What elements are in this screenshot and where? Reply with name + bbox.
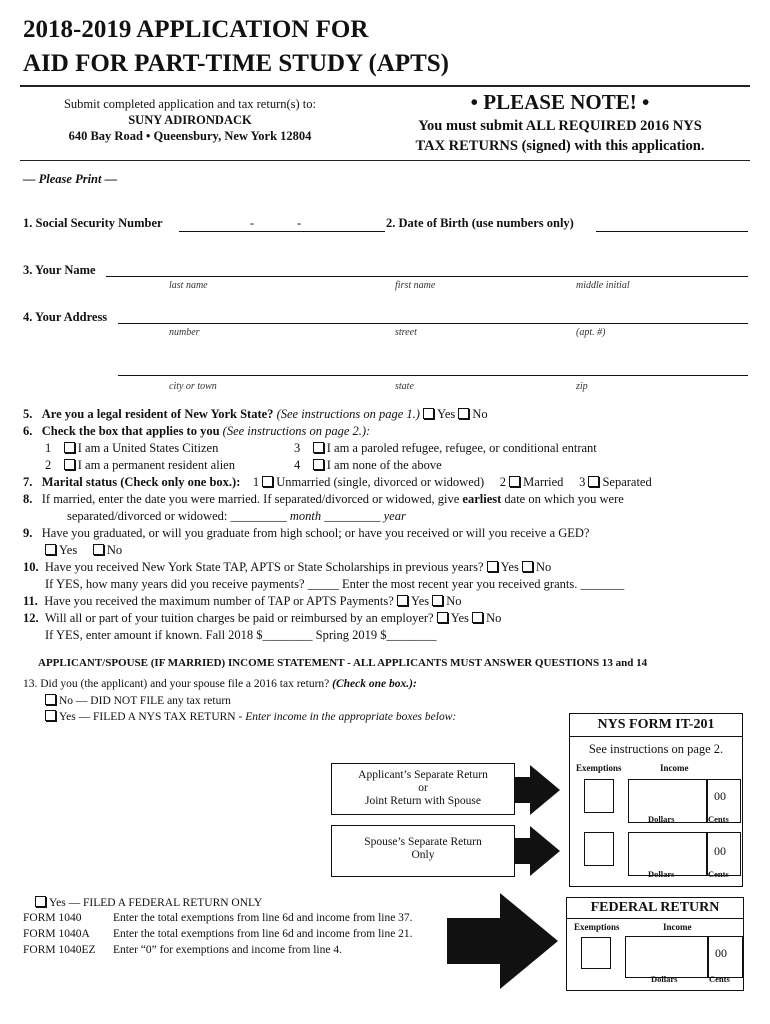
applicant-return-box — [331, 763, 515, 815]
q8-bold: earliest — [462, 492, 502, 506]
q6-n2: 2 — [45, 458, 52, 472]
q8-date-row[interactable] — [67, 509, 406, 524]
federal-yes-checkbox[interactable] — [35, 896, 46, 907]
nys-income-label: Income — [660, 763, 689, 773]
q7-unmarried-checkbox[interactable] — [262, 476, 273, 487]
nys-zeros-2: 00 — [714, 844, 726, 858]
box2-l2: Only — [411, 849, 435, 861]
address-sub-zip: zip — [576, 381, 588, 392]
q7-separated-checkbox[interactable] — [588, 476, 599, 487]
nys-dollars-1: Dollars — [648, 814, 675, 824]
q6-refugee-checkbox[interactable] — [313, 442, 324, 453]
address-label: 4. Your Address — [23, 310, 108, 324]
q9-row — [23, 526, 589, 541]
nys-form-panel — [569, 713, 743, 887]
q8-text: If married, enter the date you were married. If separated/divorced or widowed, give — [41, 492, 463, 506]
box1-l3: Joint Return with Spouse — [365, 795, 481, 807]
federal-f3: FORM 1040EZ — [23, 944, 96, 956]
nys-cents-2: Cents — [708, 869, 729, 879]
address-sub-city: city or town — [169, 381, 217, 392]
q7-unmarried-label: Unmarried (single, divorced or widowed) — [276, 475, 485, 489]
q10-num: 10. — [23, 560, 39, 574]
ssn-dash-2: - — [297, 216, 302, 230]
note-line1: You must submit ALL REQUIRED 2016 NYS — [418, 118, 702, 134]
nys-instr: See instructions on page 2. — [588, 742, 724, 756]
address-sub-street: street — [395, 327, 417, 338]
federal-f3-row — [23, 944, 342, 956]
q7-num: 7. — [23, 475, 33, 489]
federal-f3t: Enter “0” for exemptions and income from line 4. — [113, 944, 342, 956]
q6-n3: 3 — [294, 441, 301, 455]
q10-followup[interactable]: If YES, how many years did you receive payments? _____ Enter the most recent year you received grants. _______ — [45, 577, 625, 591]
q5-row — [23, 407, 488, 422]
address-sub-state: state — [395, 381, 414, 392]
submit-line1: Submit completed application and tax return(s) to: — [63, 97, 317, 111]
q6-option-4 — [294, 458, 442, 473]
q13-row — [23, 678, 417, 690]
federal-f1t: Enter the total exemptions from line 6d and income from line 37. — [113, 912, 413, 924]
nys-dollars-2: Dollars — [648, 869, 675, 879]
q12-no-checkbox[interactable] — [472, 612, 483, 623]
address-field-2[interactable] — [118, 375, 748, 376]
q9-no-checkbox[interactable] — [93, 544, 104, 555]
q11-no-label: No — [446, 594, 462, 608]
q6-ref: (See instructions on page 2.): — [222, 424, 371, 438]
q12-text: Will all or part of your tuition charges be paid or reimbursed by an employer? — [44, 611, 434, 625]
note-line2: TAX RETURNS (signed) with this application. — [415, 138, 705, 154]
q11-num: 11. — [23, 594, 38, 608]
address-field-1[interactable] — [118, 323, 748, 324]
q10-text: Have you received New York State TAP, APTS or State Scholarships in previous years? — [44, 560, 484, 574]
q12-row — [23, 611, 501, 626]
q7-separated-label: Separated — [602, 475, 652, 489]
submit-line3: 640 Bay Road • Queensbury, New York 12804 — [68, 129, 312, 143]
q11-text: Have you received the maximum number of TAP or APTS Payments? — [44, 594, 394, 608]
q7-married-label: Married — [523, 475, 564, 489]
federal-title: FEDERAL RETURN — [567, 898, 743, 919]
q9-text: Have you graduated, or will you graduate from high school; or have you received or will you receive a GED? — [41, 526, 590, 540]
nys-form-title: NYS FORM IT-201 — [570, 714, 742, 737]
box1-l2: or — [418, 782, 428, 794]
q10-row — [23, 560, 551, 575]
q10-yes-checkbox[interactable] — [487, 561, 498, 572]
form-title-line2: AID FOR PART-TIME STUDY (APTS) — [23, 50, 450, 77]
q6-none-label: I am none of the above — [326, 458, 442, 472]
federal-f1: FORM 1040 — [23, 912, 82, 924]
q8-month: month — [289, 509, 322, 523]
federal-exemptions-label: Exemptions — [574, 922, 620, 932]
q6-text: Check the box that applies to you — [41, 424, 220, 438]
q6-n1: 1 — [45, 441, 52, 455]
q8-row — [23, 492, 624, 507]
federal-f2: FORM 1040A — [23, 928, 90, 940]
q10-yes-label: Yes — [500, 560, 519, 574]
q9-no-label: No — [106, 543, 123, 557]
q9-yes-label: Yes — [59, 543, 78, 557]
q11-yes-checkbox[interactable] — [397, 595, 408, 606]
q13-yes-label: Yes — FILED A NYS TAX RETURN - — [59, 711, 246, 723]
q7-text: Marital status (Check only one box.): — [41, 475, 241, 489]
q6-option-1 — [45, 441, 218, 456]
address-sub-number: number — [169, 327, 200, 338]
box1-l1: Applicant’s Separate Return — [358, 769, 488, 781]
federal-income-field[interactable] — [625, 936, 709, 978]
federal-exemptions-field[interactable] — [581, 937, 611, 969]
q8-num: 8. — [23, 492, 33, 506]
note-title: • PLEASE NOTE! • — [470, 90, 650, 114]
q5-no-label: No — [472, 407, 488, 421]
q13-yes-option — [45, 710, 456, 723]
q6-citizen-label: I am a United States Citizen — [77, 441, 219, 455]
q7-n2: 2 — [499, 475, 507, 489]
header-rule — [20, 85, 750, 87]
nys-exemptions-label: Exemptions — [576, 763, 622, 773]
submit-line2: SUNY ADIRONDACK — [128, 113, 252, 127]
q5-no-checkbox[interactable] — [458, 408, 469, 419]
q8-year: year — [383, 509, 406, 523]
q12-yes-label: Yes — [450, 611, 469, 625]
q12-num: 12. — [23, 611, 39, 625]
q11-row — [23, 594, 462, 609]
ssn-label: 1. Social Security Number — [23, 216, 163, 230]
arrow-2-icon — [530, 826, 560, 876]
federal-cents: Cents — [709, 974, 730, 984]
nys-zeros-1: 00 — [714, 789, 726, 803]
federal-zeros: 00 — [715, 946, 727, 960]
q7-n1: 1 — [252, 475, 260, 489]
q7-n3: 3 — [579, 475, 586, 489]
please-print: — Please Print — — [23, 172, 118, 186]
arrow-1-icon — [530, 765, 560, 815]
federal-f2t: Enter the total exemptions from line 6d and income from line 21. — [113, 928, 413, 940]
ssn-field[interactable] — [179, 231, 385, 232]
federal-dollars: Dollars — [651, 974, 678, 984]
federal-yes-label: Yes — FILED A FEDERAL RETURN ONLY — [49, 897, 263, 909]
q9-options — [45, 543, 122, 558]
q6-n4: 4 — [294, 458, 301, 472]
q7-married-checkbox[interactable] — [509, 476, 520, 487]
ssn-dash-1: - — [250, 216, 255, 230]
federal-f2-row — [23, 928, 413, 940]
box2-l1: Spouse’s Separate Return — [364, 836, 482, 848]
q8-blank: _________ — [321, 509, 384, 523]
q10-no-label: No — [535, 560, 552, 574]
q5-ref: (See instructions on page 1.) — [276, 407, 420, 421]
federal-yes-option — [35, 896, 262, 909]
name-sub-first: first name — [395, 280, 436, 291]
submit-block — [40, 96, 340, 144]
q6-resident-label: I am a permanent resident alien — [77, 458, 235, 472]
nys-exemptions-field-2[interactable] — [584, 832, 614, 866]
q13-text: 13. Did you (the applicant) and your spouse file a 2016 tax return? — [23, 678, 333, 690]
federal-arrow-icon — [500, 893, 558, 989]
q6-num: 6. — [23, 424, 33, 438]
q13-yes-checkbox[interactable] — [45, 710, 56, 721]
q7-row — [23, 475, 652, 490]
q6-option-2 — [45, 458, 235, 473]
q6-citizen-checkbox[interactable] — [64, 442, 75, 453]
federal-f1-row — [23, 912, 413, 924]
dob-label: 2. Date of Birth (use numbers only) — [386, 216, 574, 230]
q13-no-option — [45, 694, 231, 707]
q13-no-label: No — DID NOT FILE any tax return — [59, 695, 231, 707]
dob-field[interactable] — [596, 231, 748, 232]
federal-income-label: Income — [663, 922, 692, 932]
q5-text: Are you a legal resident of New York State? — [41, 407, 274, 421]
income-heading: APPLICANT/SPOUSE (IF MARRIED) INCOME STATEMENT - ALL APPLICANTS MUST ANSWER QUESTIONS 13 and 14 — [38, 657, 648, 669]
nys-cents-1: Cents — [708, 814, 729, 824]
q5-yes-checkbox[interactable] — [423, 408, 434, 419]
q10-no-checkbox[interactable] — [522, 561, 533, 572]
q11-yes-label: Yes — [410, 594, 430, 608]
q6-option-3 — [294, 441, 597, 456]
divider — [20, 160, 750, 161]
name-sub-last: last name — [169, 280, 208, 291]
q13-no-checkbox[interactable] — [45, 694, 56, 705]
note-block — [380, 88, 740, 156]
q13-check: (Check one box.): — [332, 678, 417, 690]
q9-num: 9. — [23, 526, 33, 540]
q8-line2a: separated/divorced or widowed: _________ — [67, 509, 290, 523]
q8-text2: date on which you were — [501, 492, 624, 506]
q6-row — [23, 424, 370, 439]
federal-arrow-shaft — [447, 918, 507, 964]
q6-resident-checkbox[interactable] — [64, 459, 75, 470]
address-sub-apt: (apt. #) — [576, 327, 606, 338]
form-title-line1: 2018-2019 APPLICATION FOR — [23, 16, 369, 43]
spouse-return-box — [331, 825, 515, 877]
q12-followup[interactable]: If YES, enter amount if known. Fall 2018 $________ Spring 2019 $________ — [45, 628, 437, 642]
q12-yes-checkbox[interactable] — [437, 612, 448, 623]
federal-return-panel — [566, 897, 744, 991]
q6-none-checkbox[interactable] — [313, 459, 324, 470]
q12-no-label: No — [486, 611, 502, 625]
name-field[interactable] — [106, 276, 748, 277]
q13-yes-instr: Enter income in the appropriate boxes below: — [245, 711, 457, 723]
q9-yes-checkbox[interactable] — [45, 544, 56, 555]
q11-no-checkbox[interactable] — [432, 595, 443, 606]
name-sub-middle: middle initial — [576, 280, 630, 291]
q6-refugee-label: I am a paroled refugee, refugee, or conditional entrant — [326, 441, 597, 455]
q5-yes-label: Yes — [437, 407, 456, 421]
name-label: 3. Your Name — [23, 263, 96, 277]
nys-exemptions-field-1[interactable] — [584, 779, 614, 813]
q5-num: 5. — [23, 407, 33, 421]
